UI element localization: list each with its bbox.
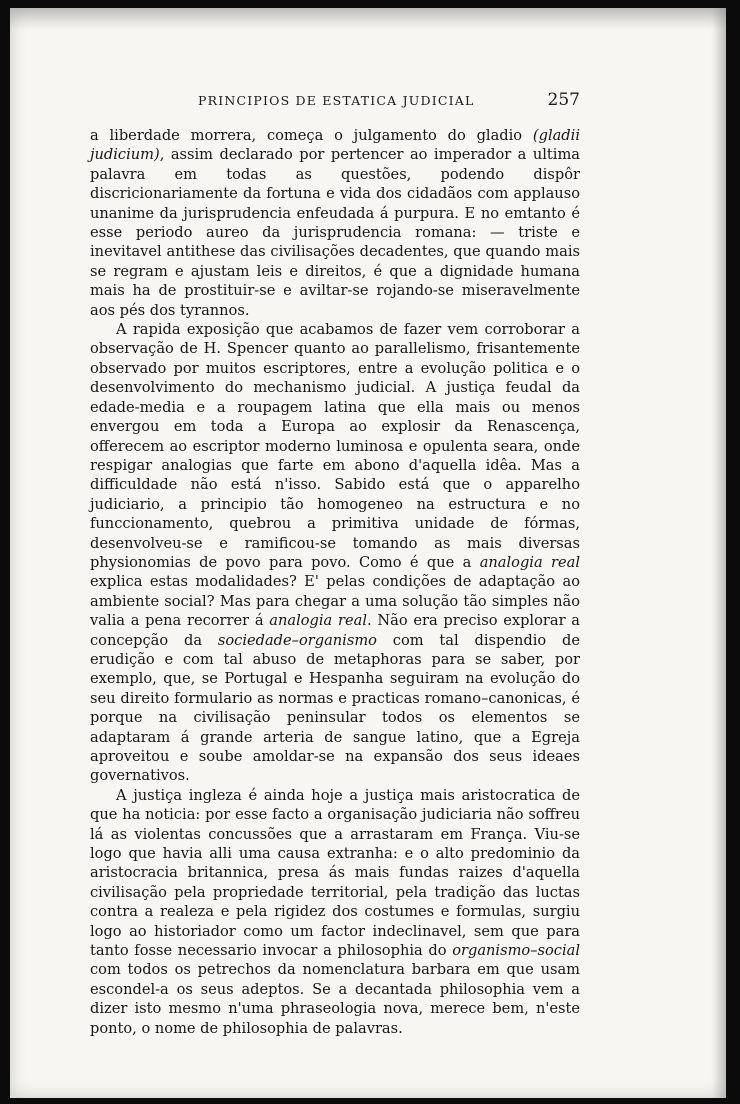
text-run: a liberdade morrera, começa o julgamento do gladio (90, 127, 533, 144)
text-run: A justiça ingleza é ainda hoje a justiça mais aristocratica de que ha noticia: por esse facto a organisação judiciaria não soffreu lá as violentas concussões que a arrastaram em França. Viu-se logo que havia alli uma causa extranha: e o alto predominio da aristocracia britannica, presa ás mais fundas raizes d'aquella civilisação pela propriedade territorial, pela tradição das luctas contra a realeza e pela rigidez dos costumes e formulas, surgiu logo ao historiador como um factor indeclinavel, sem que para tanto fosse necessario invocar a philosophia do (90, 786, 580, 960)
paragraph (90, 320, 580, 786)
text-run: , assim declarado por pertencer ao imperador a ultima palavra em todas as questões, podendo dispôr discricionariamente da fortuna e vida dos cidadãos com applauso unanime da jurisprudencia enfeudada á purpura. E no emtanto é esse periodo aureo da jurisprudencia romana: — triste e inevitavel antithese das civilisações decadentes, que quando mais se regram e ajustam leis e direitos, é que a dignidade humana mais ha de prostituir-se e aviltar-se rojando-se miseravelmente aos pés dos tyrannos. (90, 146, 580, 319)
italic-phrase: (gladii judicium) (90, 127, 580, 164)
running-header (90, 90, 580, 114)
italic-phrase: analogia real (269, 612, 367, 630)
italic-phrase: organismo–social (452, 942, 580, 960)
paragraph (90, 126, 580, 320)
scan-shadow-right (712, 8, 726, 1098)
text-run: com todos os petrechos da nomenclatura barbara em que usam escondel-a os seus adeptos. Se a decantada philosophia vem a dizer isto mesmo n'uma phraseologia nova, merece bem, n'este ponto, o nome de philosophia de palavras. (90, 961, 580, 1037)
body-text (90, 126, 580, 1038)
italic-phrase: sociedade–organismo (217, 631, 377, 649)
text-run: explica estas modalidades? E' pelas condições de adaptação ao ambiente social? Mas para chegar a uma solução tão simples não valia a pena recorrer á (90, 573, 580, 630)
text-run: . Não era preciso explorar a concepção da (90, 612, 580, 649)
paragraph (90, 786, 580, 1038)
text-run: A rapida exposição que acabamos de fazer vem corroborar a observação de H. Spencer quanto ao parallelismo, frisantemente observado por muitos escriptores, entre a evolução politica e o desenvolvimento do mechanismo judicial. A justiça feudal da edade-media e a roupagem latina que ella mais ou menos envergou em toda a Europa ao explosir da Renascença, offerecem ao escriptor moderno luminosa e opulenta seara, onde respigar analogias que farte em abono d'aquella idêa. Mas a difficuldade não está n'isso. Sabido está que o apparelho judiciario, a principio tão homogeneo na estructura e no funccionamento, quebrou a primitiva unidade de fórmas, desenvolveu-se e ramificou-se tomando as mais diversas physionomias de povo para povo. Como é que a (90, 321, 580, 571)
italic-phrase: analogia real (479, 553, 581, 571)
running-title: PRINCIPIOS DE ESTATICA JUDICIAL (198, 93, 475, 108)
page-number: 257 (547, 90, 580, 110)
text-run: com tal dispendio de erudição e com tal abuso de metaphoras para se saber, por exemplo, que, se Portugal e Hespanha seguiram na evolução do seu direito formulario as normas e practicas romano–canonicas, é porque na civilisação peninsular todos os elementos se adaptaram á grande arteria de sangue latino, que a Egreja aproveitou e soube amoldar-se na expansão dos seus ideaes governativos. (90, 631, 580, 785)
scan-shadow-top (10, 8, 726, 30)
